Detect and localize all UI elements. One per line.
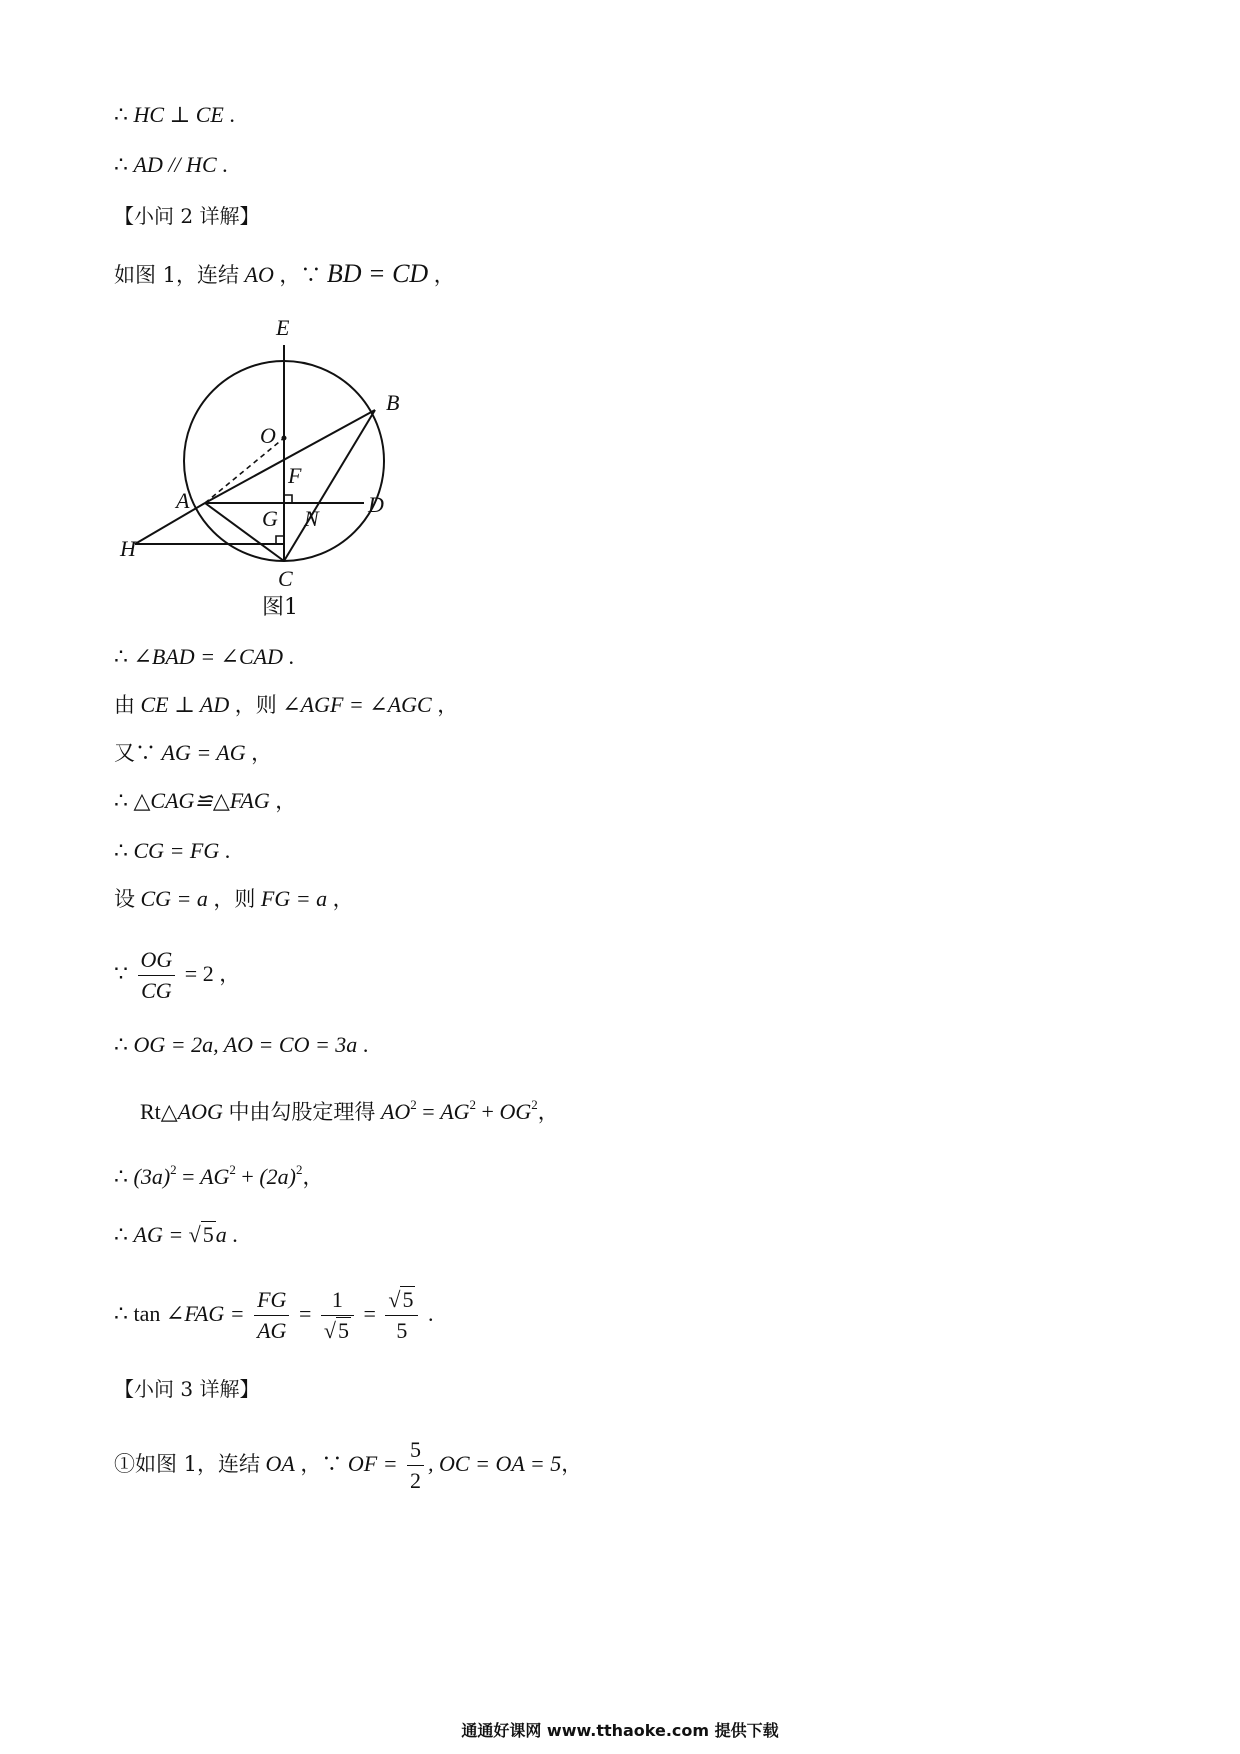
therefore-symbol: ∴ xyxy=(114,102,128,127)
therefore-symbol: ∴ xyxy=(114,838,128,863)
text: ，则 xyxy=(213,887,256,911)
punct: ， xyxy=(437,693,459,717)
line-ad-parallel-hc xyxy=(114,150,228,180)
geometry-figure xyxy=(110,308,440,588)
operator: = xyxy=(182,1164,195,1189)
therefore-symbol: ∴ xyxy=(114,1164,128,1189)
fraction-fg-ag xyxy=(254,1285,289,1346)
label-f: F xyxy=(288,463,302,488)
expression: ∠AGF = ∠AGC xyxy=(282,692,432,717)
operator: = xyxy=(422,1099,435,1124)
therefore-symbol: ∴ xyxy=(114,152,128,177)
expression: CE ⊥ AD xyxy=(140,692,230,717)
exponent: 2 xyxy=(295,1162,303,1177)
denominator: 2 xyxy=(410,1468,422,1494)
point-o xyxy=(282,436,287,441)
function-name: tan xyxy=(133,1301,161,1326)
expression: , OC = OA = 5 xyxy=(428,1451,562,1476)
variable: a xyxy=(215,1222,227,1247)
expression: AG = xyxy=(133,1222,184,1247)
text: ，∵ xyxy=(279,263,322,287)
variable: AG xyxy=(440,1099,470,1124)
therefore-symbol: ∴ xyxy=(114,1301,128,1326)
text: Rt△ xyxy=(140,1099,178,1124)
label-n: N xyxy=(304,506,319,531)
sqrt: √5 xyxy=(188,1222,214,1247)
fraction-5-over-2 xyxy=(407,1435,424,1496)
line-set-cg xyxy=(114,884,354,914)
punct: . xyxy=(362,1032,369,1057)
numerator: √5 xyxy=(385,1285,418,1316)
line-connect-oa xyxy=(114,1430,582,1498)
line-hc-perp-ce xyxy=(114,100,235,130)
punct: . xyxy=(224,838,231,863)
numerator: 5 xyxy=(407,1435,424,1466)
section-heading-part2: 【小问 2 详解】 xyxy=(114,204,260,228)
line-pythagoras xyxy=(140,1090,559,1127)
text: ①如图 1，连结 xyxy=(114,1452,261,1476)
variable: OA xyxy=(265,1451,295,1476)
expression: CG = FG xyxy=(133,838,220,863)
variable: AO xyxy=(380,1099,411,1124)
radicand: 5 xyxy=(402,1287,414,1313)
exponent: 2 xyxy=(469,1097,477,1112)
punct: ， xyxy=(275,789,297,813)
right-angle-g xyxy=(284,495,292,503)
text: 中由勾股定理得 xyxy=(228,1100,376,1124)
expression: (3a) xyxy=(133,1164,171,1189)
arc-equality: BD = CD xyxy=(326,259,429,288)
punct: . xyxy=(232,1222,238,1247)
segment-ha xyxy=(135,503,205,544)
fraction-og-cg xyxy=(138,945,176,1006)
line-ce-perp-ad xyxy=(114,690,458,720)
punct: ， xyxy=(219,962,241,986)
therefore-symbol: ∴ xyxy=(114,644,128,669)
operator: = xyxy=(363,1301,376,1326)
therefore-symbol: ∴ xyxy=(114,788,128,813)
denominator: √5 xyxy=(323,1318,349,1344)
label-d: D xyxy=(368,492,384,517)
section-heading-part3: 【小问 3 详解】 xyxy=(114,1377,260,1401)
exponent: 2 xyxy=(410,1097,417,1112)
variable: AG xyxy=(200,1164,230,1189)
line-substitution xyxy=(114,1155,323,1192)
line-og-ao xyxy=(114,1030,368,1060)
punct: . xyxy=(229,102,235,127)
denominator: CG xyxy=(141,978,172,1004)
expression: ∠FAG = xyxy=(165,1301,245,1326)
expression: CG = a xyxy=(140,886,208,911)
label-o: O xyxy=(260,423,276,448)
text: ，则 xyxy=(234,693,277,717)
denominator: 5 xyxy=(396,1318,408,1344)
label-e: E xyxy=(276,315,290,340)
exponent: 2 xyxy=(531,1097,538,1112)
operator: = xyxy=(298,1301,312,1326)
numerator: FG xyxy=(254,1285,289,1316)
text: 设 xyxy=(114,887,135,911)
punct: ， xyxy=(251,741,273,765)
operator: + xyxy=(241,1164,254,1189)
expression: △CAG≌△FAG xyxy=(133,788,270,813)
expression: ∠BAD = ∠CAD xyxy=(133,644,283,669)
punct: ， xyxy=(433,263,455,287)
therefore-symbol: ∴ xyxy=(114,1222,128,1247)
expression: AD // HC xyxy=(133,152,217,177)
expression: (2a) xyxy=(259,1164,296,1189)
radicand: 5 xyxy=(337,1318,349,1344)
exponent: 2 xyxy=(229,1162,236,1177)
because-symbol: ∵ xyxy=(114,961,128,986)
punct: . xyxy=(288,644,294,669)
right-angle-c xyxy=(276,536,284,544)
label-b: B xyxy=(386,390,400,415)
variable: AOG xyxy=(177,1099,223,1124)
therefore-symbol: ∴ xyxy=(114,1032,128,1057)
fraction-one-over-root5 xyxy=(321,1285,354,1346)
line-connect-ao xyxy=(114,259,455,290)
radicand: 5 xyxy=(202,1222,214,1247)
label-g: G xyxy=(262,506,278,531)
punct: ， xyxy=(332,887,354,911)
variable: OG xyxy=(499,1099,532,1124)
expression: FG = a xyxy=(260,886,328,911)
punct: ， xyxy=(561,1452,583,1476)
label-h: H xyxy=(120,536,136,561)
denominator: AG xyxy=(257,1318,287,1344)
line-congruent xyxy=(114,786,296,816)
expression: OF = xyxy=(347,1451,398,1476)
exponent: 2 xyxy=(170,1162,177,1177)
line-og-over-cg xyxy=(114,940,240,1008)
expression: OG = 2a, AO = CO = 3a xyxy=(133,1032,358,1057)
line-tan-fag xyxy=(114,1280,433,1348)
punct: ， xyxy=(302,1165,324,1189)
line-cg-eq-fg xyxy=(114,836,230,866)
fraction-root5-over-5 xyxy=(385,1285,418,1346)
text: ，∵ xyxy=(300,1452,343,1476)
line-ag-eq-ag xyxy=(114,738,272,768)
text: 由 xyxy=(114,693,135,717)
variable: AO xyxy=(244,262,274,287)
page-footer: 通通好课网 www.tthaoke.com 提供下载 xyxy=(461,1721,779,1740)
text: 如图 1，连结 xyxy=(114,263,240,287)
line-ag-value xyxy=(114,1220,238,1250)
numerator: OG xyxy=(138,945,176,976)
expression: HC ⊥ CE xyxy=(133,102,224,127)
expression: AG = AG xyxy=(161,740,246,765)
segment-ab xyxy=(205,410,375,503)
label-c: C xyxy=(278,566,293,588)
line-angle-bad-cad xyxy=(114,642,294,672)
label-a: A xyxy=(176,488,190,513)
punct: . xyxy=(222,152,228,177)
punct: ， xyxy=(537,1100,559,1124)
operator: + xyxy=(481,1099,494,1124)
text: 又∵ xyxy=(114,741,156,765)
expression: = 2 xyxy=(184,961,214,986)
punct: . xyxy=(427,1301,434,1326)
numerator: 1 xyxy=(321,1285,354,1316)
figure-caption: 图1 xyxy=(262,595,298,620)
